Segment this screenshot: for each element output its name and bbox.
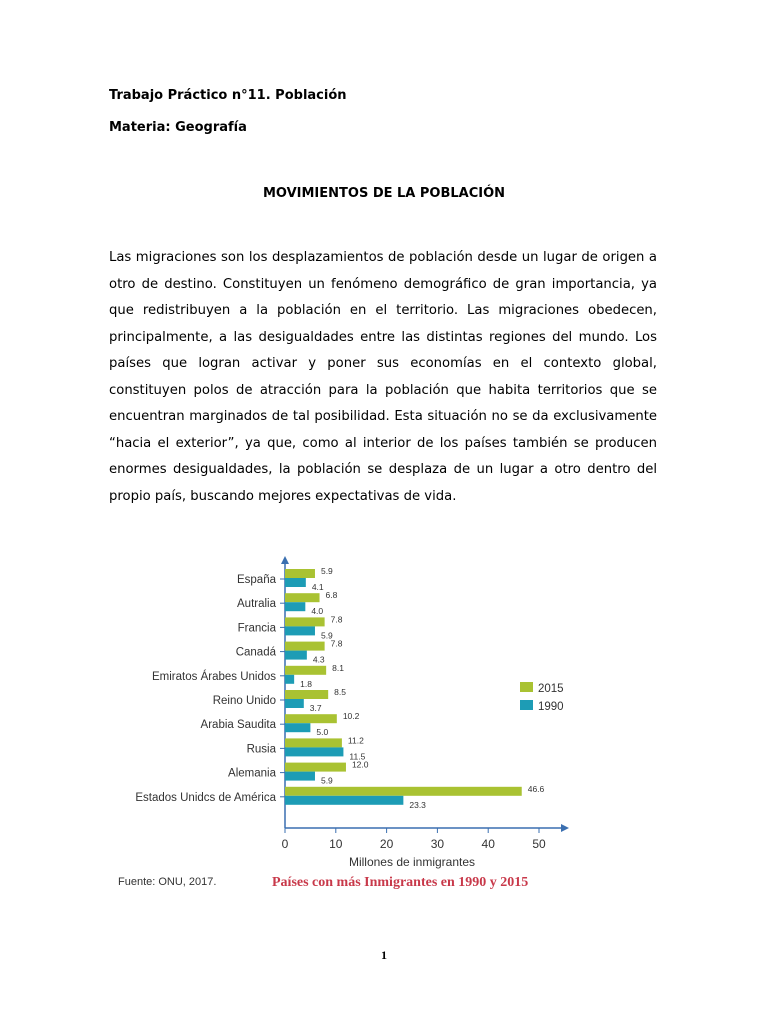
bar-1990: [285, 578, 306, 587]
data-label-1990: 3.7: [309, 703, 322, 713]
category-label: Alemania: [228, 767, 276, 780]
bar-2015: [285, 787, 522, 796]
category-label: Emiratos Árabes Unidos: [152, 670, 276, 683]
chart-source: Fuente: ONU, 2017.: [118, 876, 217, 888]
category-label: España: [236, 574, 276, 586]
bar-2015: [285, 617, 325, 626]
bar-1990: [285, 772, 315, 781]
legend-swatch-1990: [520, 700, 533, 710]
data-label-2015: 11.2: [347, 735, 364, 746]
data-label-2015: 8.5: [334, 687, 347, 697]
data-label-1990: 4.3: [312, 654, 325, 665]
x-tick-label: 30: [430, 837, 445, 851]
bar-2015: [285, 763, 346, 772]
subject-line: Materia: Geografía: [109, 120, 247, 135]
data-label-2015: 5.9: [320, 566, 333, 576]
x-axis-arrow: [561, 824, 569, 832]
page-number: 1: [381, 948, 387, 962]
bar-1990: [285, 626, 315, 635]
assignment-title: Trabajo Práctico n°11. Población: [109, 88, 347, 103]
data-label-1990: 4.0: [311, 606, 324, 617]
x-axis-label: Millones de inmigrantes: [348, 855, 476, 869]
category-label: Autralia: [237, 598, 276, 611]
bar-1990: [285, 747, 343, 756]
bar-2015: [285, 642, 325, 651]
x-tick-label: 20: [379, 837, 394, 851]
chart-caption: Países con más Inmigrantes en 1990 y 2015: [272, 875, 529, 890]
data-label-2015: 7.8: [330, 614, 343, 625]
category-label: Francia: [237, 622, 276, 635]
bar-1990: [285, 675, 294, 684]
x-tick-label: 40: [481, 837, 495, 851]
category-label: Canadá: [235, 646, 276, 659]
data-label-1990: 4.1: [311, 582, 324, 592]
bar-2015: [285, 738, 342, 747]
body-paragraph: Las migraciones son los desplazamientos de población desde un lugar de origen a otro de destino. Constituyen un fenómeno demográfico de gran importancia, ya que redistribuyen a la población en el territorio. Las migraciones obedecen, principalmente, a las desigualdades entre las distintas regiones del mundo. Los países que logran activar y poner sus economías en el contexto global, constituyen polos de atracción para la población que habita territorios que se encuentran marginados de tal posibilidad. Esta situación no se da exclusivamente “hacia el exterior”, ya que, como al interior de los países también se producen enormes desigualdades, la población se desplaza de un lugar a otro dentro del propio país, buscando mejores expectativas de vida.: [109, 250, 657, 504]
bar-2015: [285, 690, 328, 699]
legend-label-1990: 1990: [538, 701, 564, 713]
legend-label-2015: 2015: [538, 683, 564, 695]
bar-2015: [285, 666, 326, 675]
bar-2015: [285, 569, 315, 578]
legend-swatch-2015: [520, 682, 533, 692]
x-tick-label: 0: [281, 837, 289, 851]
x-tick-label: 10: [329, 837, 343, 851]
section-title: MOVIMIENTOS DE LA POBLACIÓN: [262, 186, 506, 201]
data-label-1990: 23.3: [409, 799, 426, 810]
category-label: Arabia Saudita: [200, 719, 276, 732]
bar-1990: [285, 699, 304, 708]
data-label-1990: 5.9: [320, 630, 333, 641]
data-label-1990: 11.5: [349, 751, 366, 762]
category-label: Reino Unido: [212, 695, 276, 707]
immigrants-bar-chart: [130, 548, 590, 873]
bar-1990: [285, 651, 307, 660]
bar-2015: [285, 593, 320, 602]
data-label-2015: 46.6: [527, 783, 545, 794]
category-label: Rusia: [246, 743, 276, 756]
data-label-2015: 12.0: [351, 759, 369, 770]
x-tick-label: 50: [532, 837, 546, 851]
bar-1990: [285, 602, 305, 611]
bar-1990: [285, 723, 310, 732]
data-label-1990: 5.9: [320, 775, 333, 786]
y-axis-arrow: [281, 556, 289, 564]
bar-2015: [285, 714, 337, 723]
data-label-1990: 5.0: [316, 727, 329, 738]
data-label-2015: 8.1: [332, 662, 344, 673]
data-label-1990: 1.8: [300, 678, 312, 689]
data-label-2015: 10.2: [342, 711, 360, 722]
category-label: Estados Unidcs de América: [135, 791, 276, 804]
data-label-2015: 7.8: [330, 638, 343, 649]
bar-1990: [285, 796, 403, 805]
data-label-2015: 6.8: [325, 590, 338, 601]
